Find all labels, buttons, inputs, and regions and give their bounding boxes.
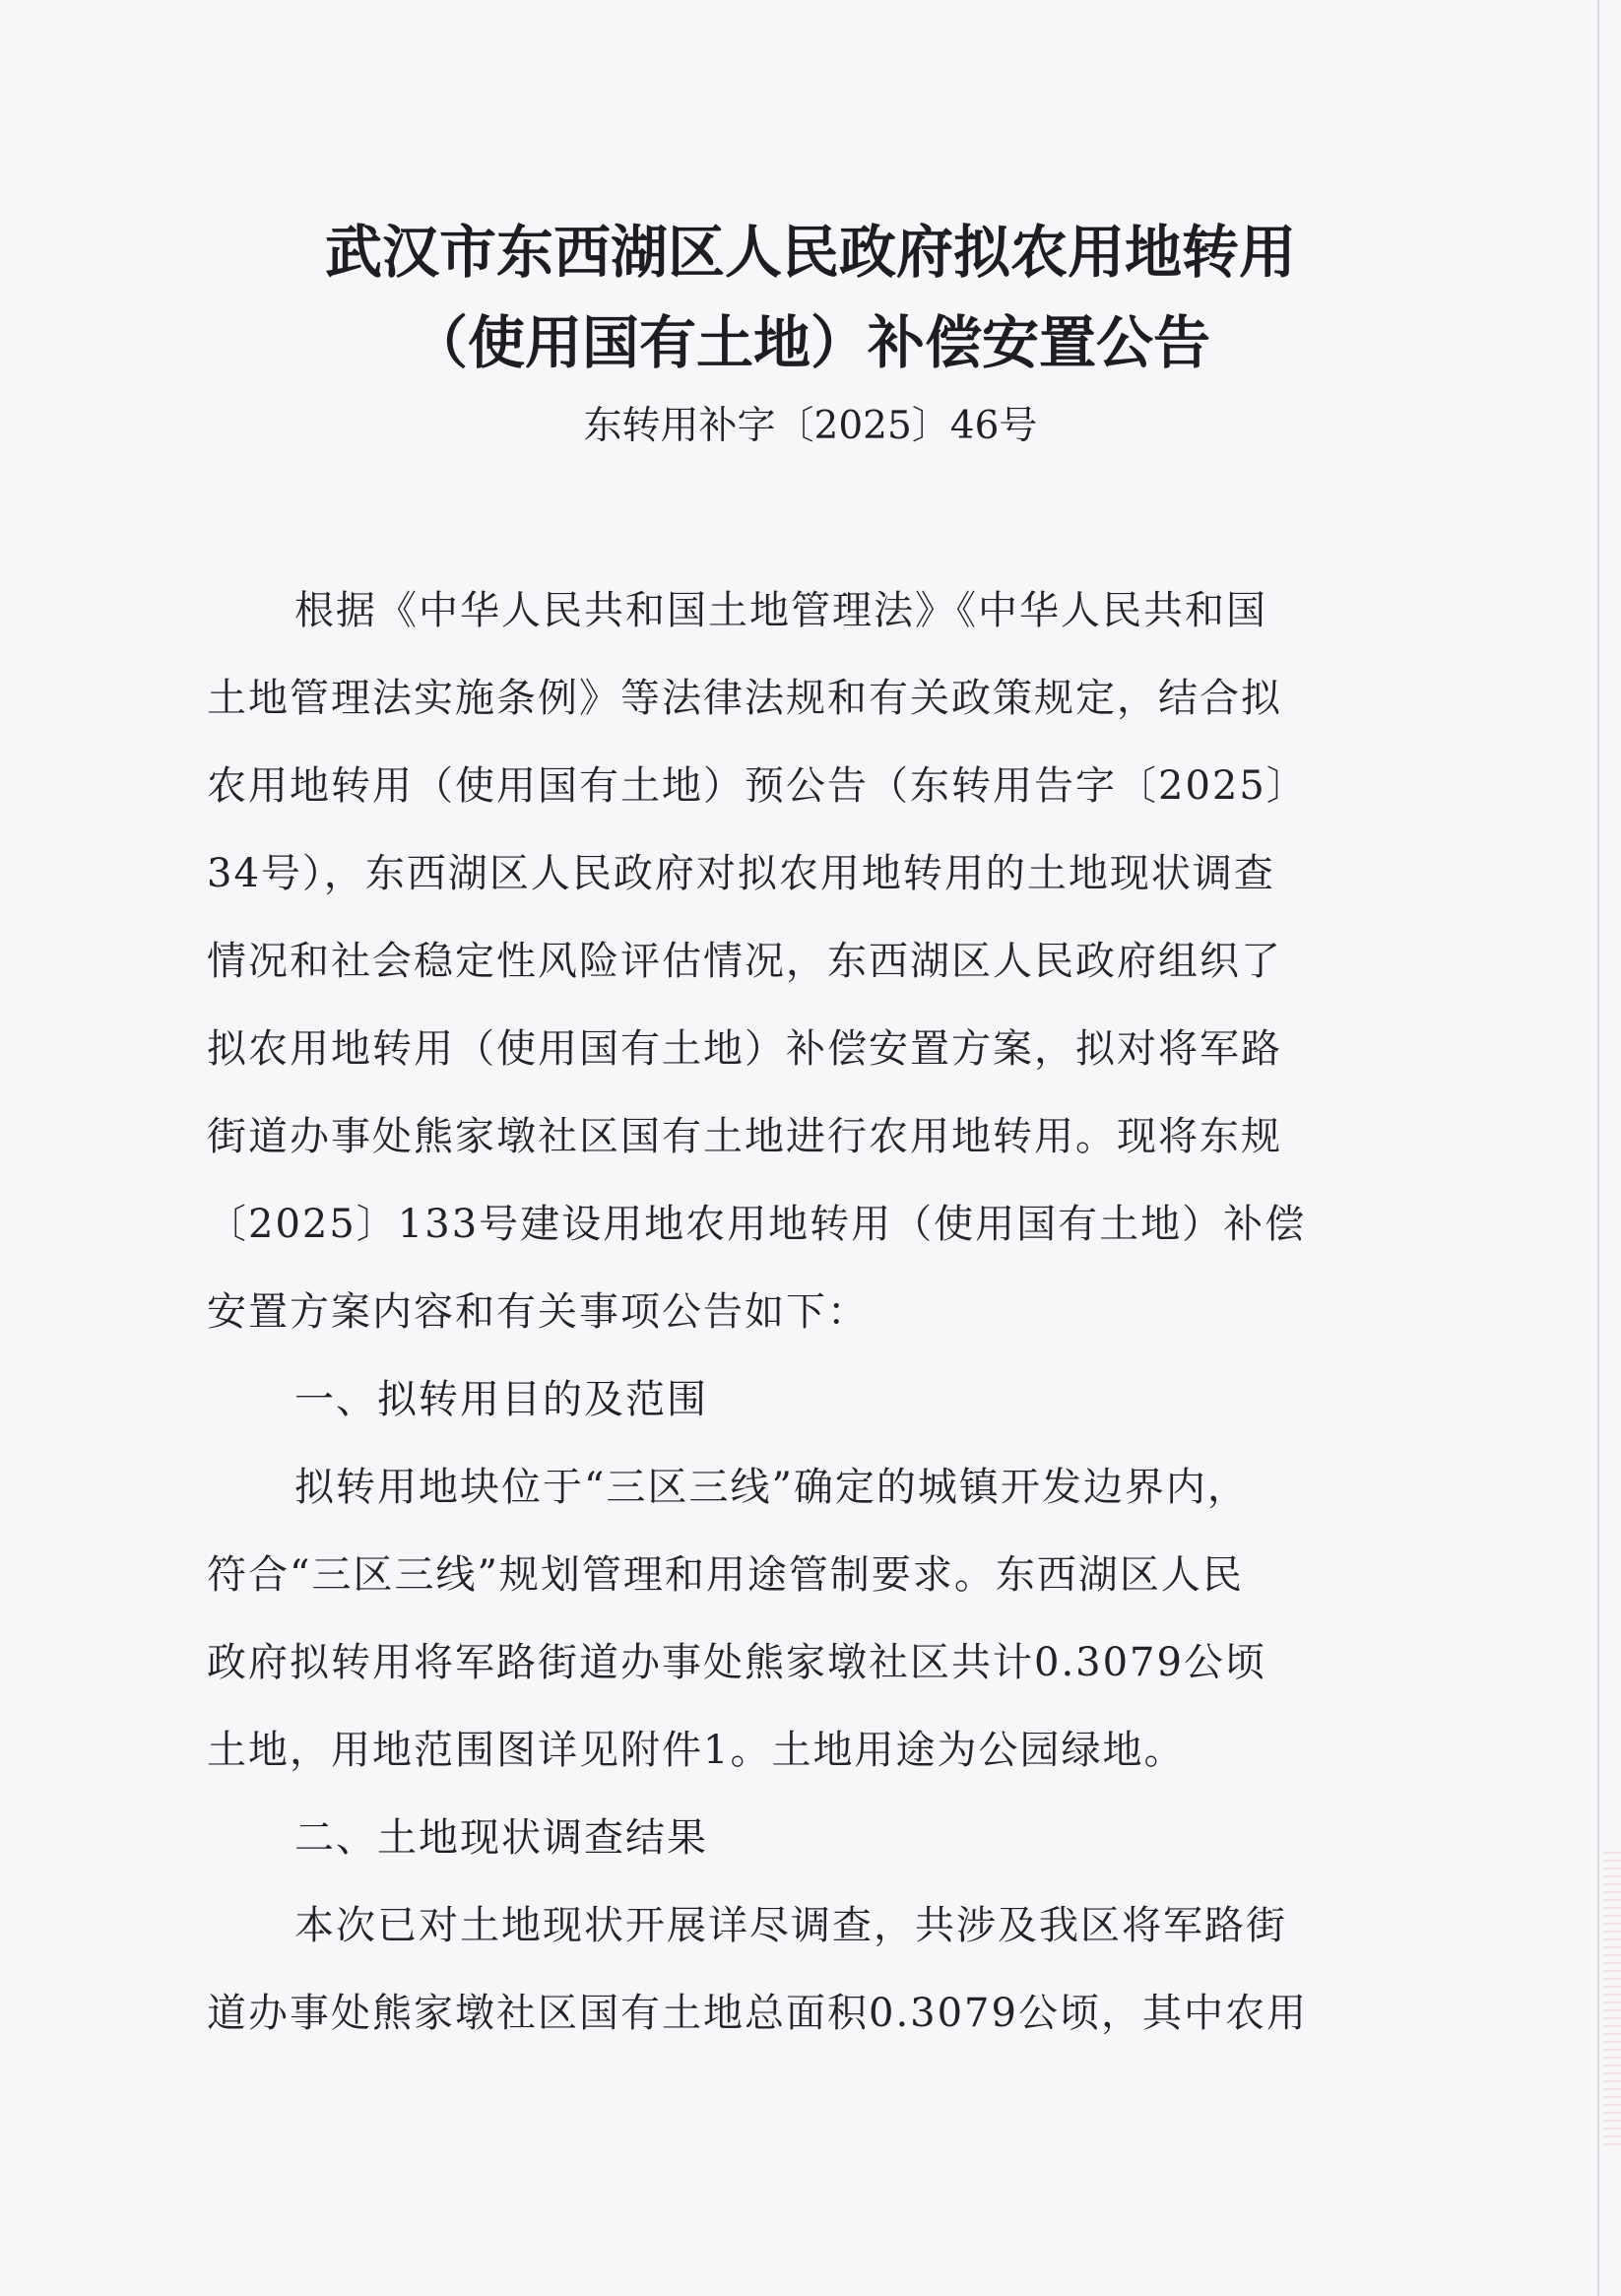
intro-line-6: 拟农用地转用（使用国有土地）补偿安置方案，拟对将军路 — [207, 1026, 1282, 1072]
document-number: 东转用补字〔2025〕46号 — [583, 404, 1038, 448]
section-1-line-1: 拟转用地块位于“三区三线”确定的城镇开发边界内， — [294, 1465, 1249, 1510]
intro-line-1: 根据《中华人民共和国土地管理法》《中华人民共和国 — [294, 588, 1267, 633]
intro-line-5: 情况和社会稳定性风险评估情况，东西湖区人民政府组织了 — [207, 939, 1282, 984]
intro-line-4: 34号），东西湖区人民政府对拟农用地转用的土地现状调查 — [207, 851, 1275, 896]
intro-line-3: 农用地转用（使用国有土地）预公告（东转用告字〔2025〕 — [207, 763, 1308, 809]
intro-line-7: 街道办事处熊家墩社区国有土地进行农用地转用。现将东规 — [207, 1114, 1282, 1159]
document-title-line-1: 武汉市东西湖区人民政府拟农用地转用 — [324, 219, 1296, 286]
section-1-line-3: 政府拟转用将军路街道办事处熊家墩社区共计0.3079公顷 — [207, 1640, 1266, 1685]
section-2-heading: 二、土地现状调查结果 — [294, 1815, 708, 1861]
intro-line-9: 安置方案内容和有关事项公告如下： — [207, 1289, 869, 1335]
section-1-line-2: 符合“三区三线”规划管理和用途管制要求。东西湖区人民 — [207, 1552, 1244, 1598]
intro-line-8: 〔2025〕133号建设用地农用地转用（使用国有土地）补偿 — [207, 1202, 1307, 1247]
document-title-line-2: （使用国有土地）补偿安置公告 — [410, 309, 1210, 376]
scan-edge-noise — [1603, 1852, 1621, 2147]
section-2-line-1: 本次已对土地现状开展详尽调查，共涉及我区将军路街 — [294, 1903, 1287, 1948]
section-1-line-4: 土地，用地范围图详见附件1。土地用途为公园绿地。 — [207, 1728, 1186, 1773]
section-2-line-2: 道办事处熊家墩社区国有土地总面积0.3079公顷，其中农用 — [207, 1991, 1308, 2036]
intro-line-2: 土地管理法实施条例》等法律法规和有关政策规定，结合拟 — [207, 676, 1282, 721]
section-1-heading: 一、拟转用目的及范围 — [294, 1377, 708, 1422]
